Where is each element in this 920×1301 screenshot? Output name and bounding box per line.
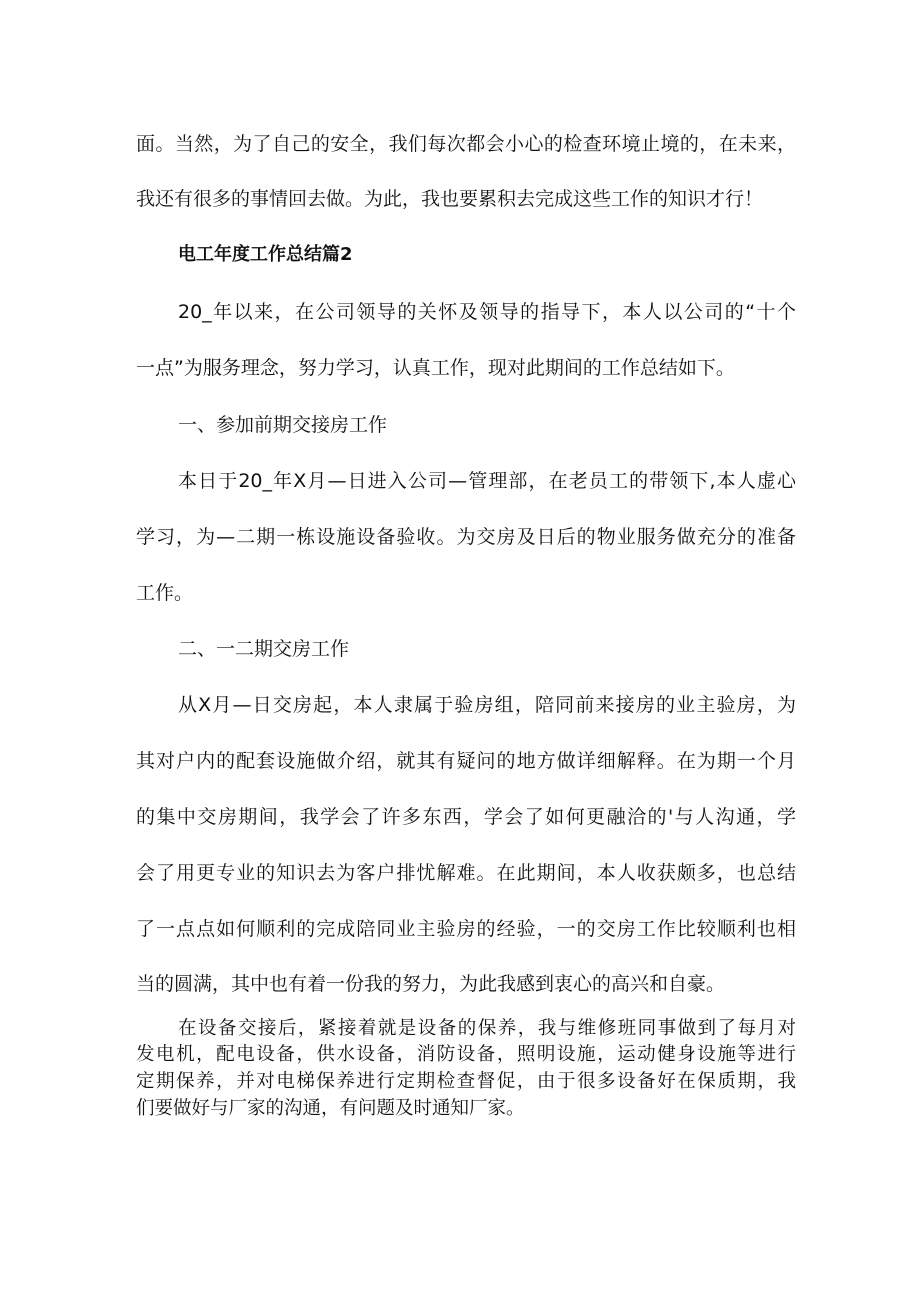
paragraph-line: 工作。 bbox=[136, 582, 194, 604]
subsection-title: 二、一二期交房工作 bbox=[178, 638, 350, 660]
paragraph-line: 的集中交房期间，我学会了许多东西，学会了如何更融洽的'与人沟通，学 bbox=[136, 806, 796, 828]
paragraph-line: 20_年以来，在公司领导的关怀及领导的指导下，本人以公司的“十个 bbox=[178, 301, 796, 323]
subsection-title: 一、参加前期交接房工作 bbox=[178, 414, 388, 436]
paragraph-line: 我还有很多的事情回去做。为此，我也要累积去完成这些工作的知识才行！ bbox=[136, 188, 764, 210]
paragraph-line: 们要做好与厂家的沟通，有问题及时通知厂家。 bbox=[136, 1098, 525, 1119]
paragraph-line: 定期保养，并对电梯保养进行定期检查督促，由于很多设备好在保质期，我 bbox=[136, 1071, 796, 1092]
paragraph-line: 发电机，配电设备，供水设备，消防设备，照明设施，运动健身设施等进行 bbox=[136, 1044, 796, 1065]
paragraph-line: 从X月—日交房起，本人隶属于验房组，陪同前来接房的业主验房，为 bbox=[178, 694, 796, 716]
paragraph-line: 在设备交接后，紧接着就是设备的保养，我与维修班同事做到了每月对 bbox=[178, 1018, 796, 1039]
paragraph-line: 当的圆满，其中也有着一份我的努力，为此我感到衷心的高兴和自豪。 bbox=[136, 973, 726, 995]
paragraph-line: 本日于20_年X月—日进入公司—管理部，在老员工的带领下,本人虚心 bbox=[178, 470, 796, 492]
paragraph-line: 其对户内的配套设施做介绍，就其有疑问的地方做详细解释。在为期一个月 bbox=[136, 750, 796, 772]
paragraph-line: 面。当然，为了自己的安全，我们每次都会小心的检查环境止境的，在未来， bbox=[136, 133, 796, 155]
section-heading: 电工年度工作总结篇2 bbox=[178, 244, 353, 265]
paragraph-line: 了一点点如何顺利的完成陪同业主验房的经验，一的交房工作比较顺利也相 bbox=[136, 918, 796, 940]
paragraph-line: 一点”为服务理念，努力学习，认真工作，现对此期间的工作总结如下。 bbox=[136, 357, 735, 379]
paragraph-line: 学习，为—二期一栋设施设备验收。为交房及日后的物业服务做充分的准备 bbox=[136, 526, 796, 548]
paragraph-line: 会了用更专业的知识去为客户排忧解难。在此期间，本人收获颇多，也总结 bbox=[136, 862, 796, 884]
